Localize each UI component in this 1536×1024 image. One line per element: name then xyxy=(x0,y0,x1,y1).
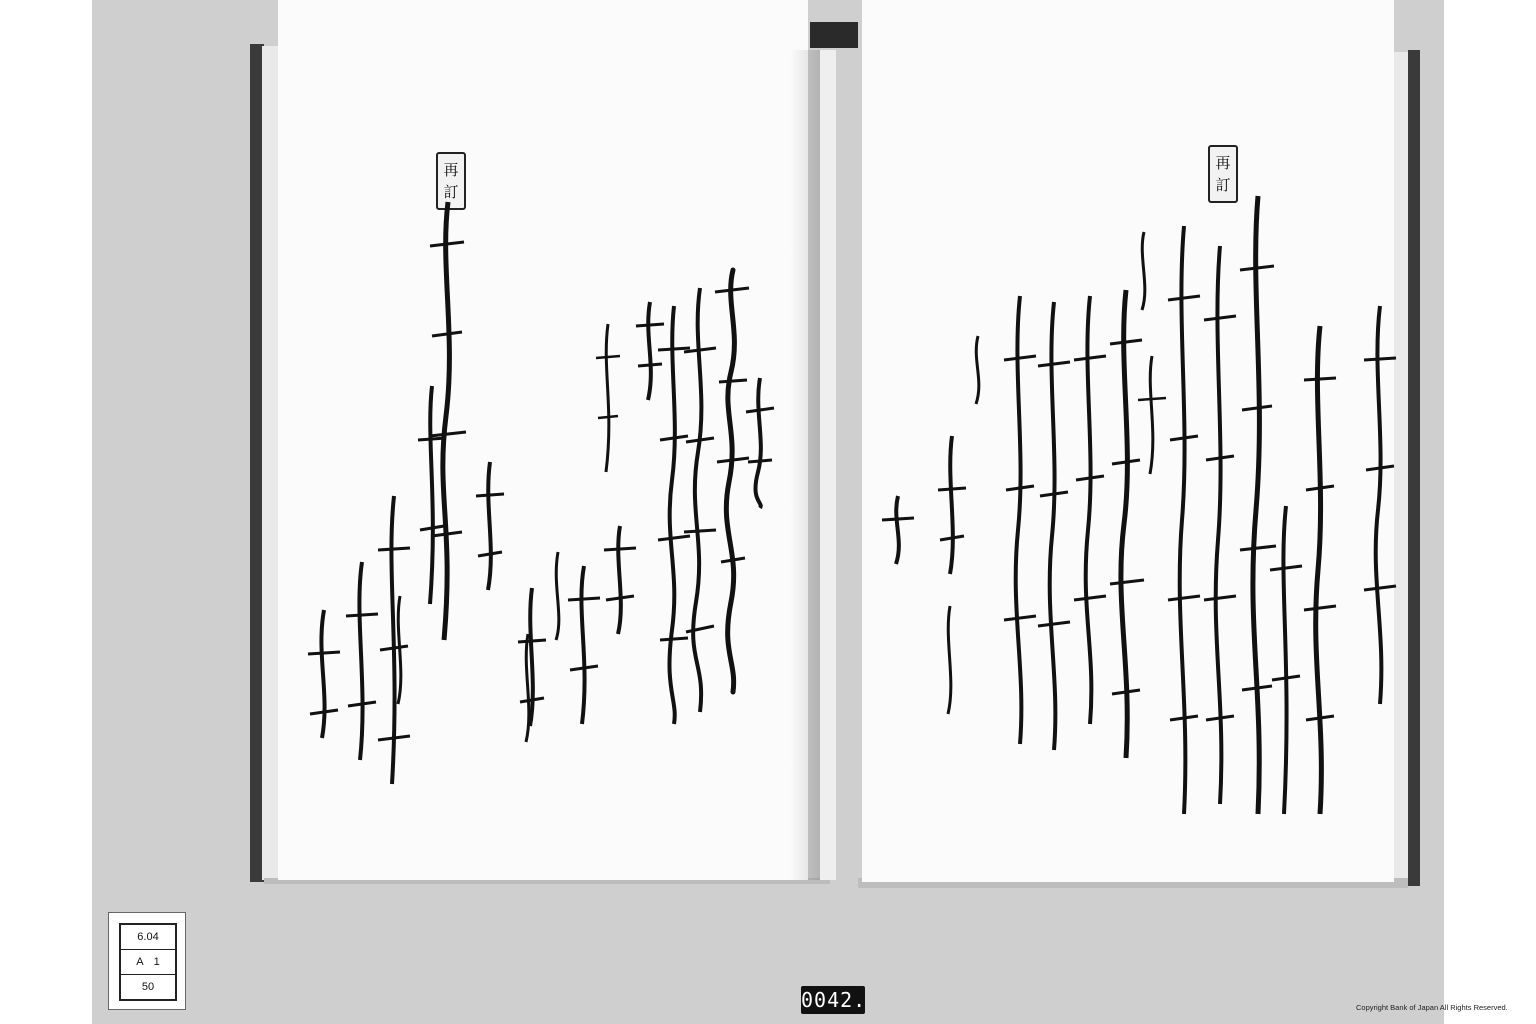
spine-top xyxy=(810,22,858,48)
handwritten-column xyxy=(420,196,476,646)
handwritten-column xyxy=(630,296,670,406)
seal-char-2: 訂 xyxy=(1215,176,1231,194)
seal-char-1: 再 xyxy=(443,161,459,179)
handwritten-column xyxy=(930,430,974,580)
catalog-series: A xyxy=(136,956,144,968)
catalog-code: 6.04 xyxy=(137,931,159,943)
handwritten-column xyxy=(590,318,626,478)
handwritten-column xyxy=(508,628,548,748)
catalog-volume: 1 xyxy=(153,956,160,968)
handwritten-column xyxy=(740,372,780,512)
catalog-item: 50 xyxy=(141,981,155,993)
catalog-row xyxy=(121,925,175,950)
seal-char-1: 再 xyxy=(1215,154,1231,172)
catalog-row xyxy=(121,950,175,975)
catalog-label xyxy=(108,912,186,1010)
catalog-label-box xyxy=(119,923,177,1001)
handwritten-column xyxy=(930,600,970,720)
handwritten-column xyxy=(996,290,1044,750)
handwritten-column xyxy=(958,330,998,410)
left-page-stack xyxy=(262,46,278,880)
seal-char-2: 訂 xyxy=(443,183,459,201)
frame-number: 0042. xyxy=(801,988,867,1012)
handwritten-column xyxy=(470,456,510,596)
copyright-notice: Copyright Bank of Japan All Rights Reserved. xyxy=(1356,1003,1508,1012)
handwritten-column xyxy=(300,604,348,744)
right-cover-edge xyxy=(1408,50,1420,886)
inner-leaf xyxy=(820,50,836,880)
handwritten-column xyxy=(1356,300,1404,710)
handwritten-column xyxy=(1160,220,1208,820)
handwritten-column xyxy=(874,490,922,570)
catalog-row xyxy=(121,975,175,999)
